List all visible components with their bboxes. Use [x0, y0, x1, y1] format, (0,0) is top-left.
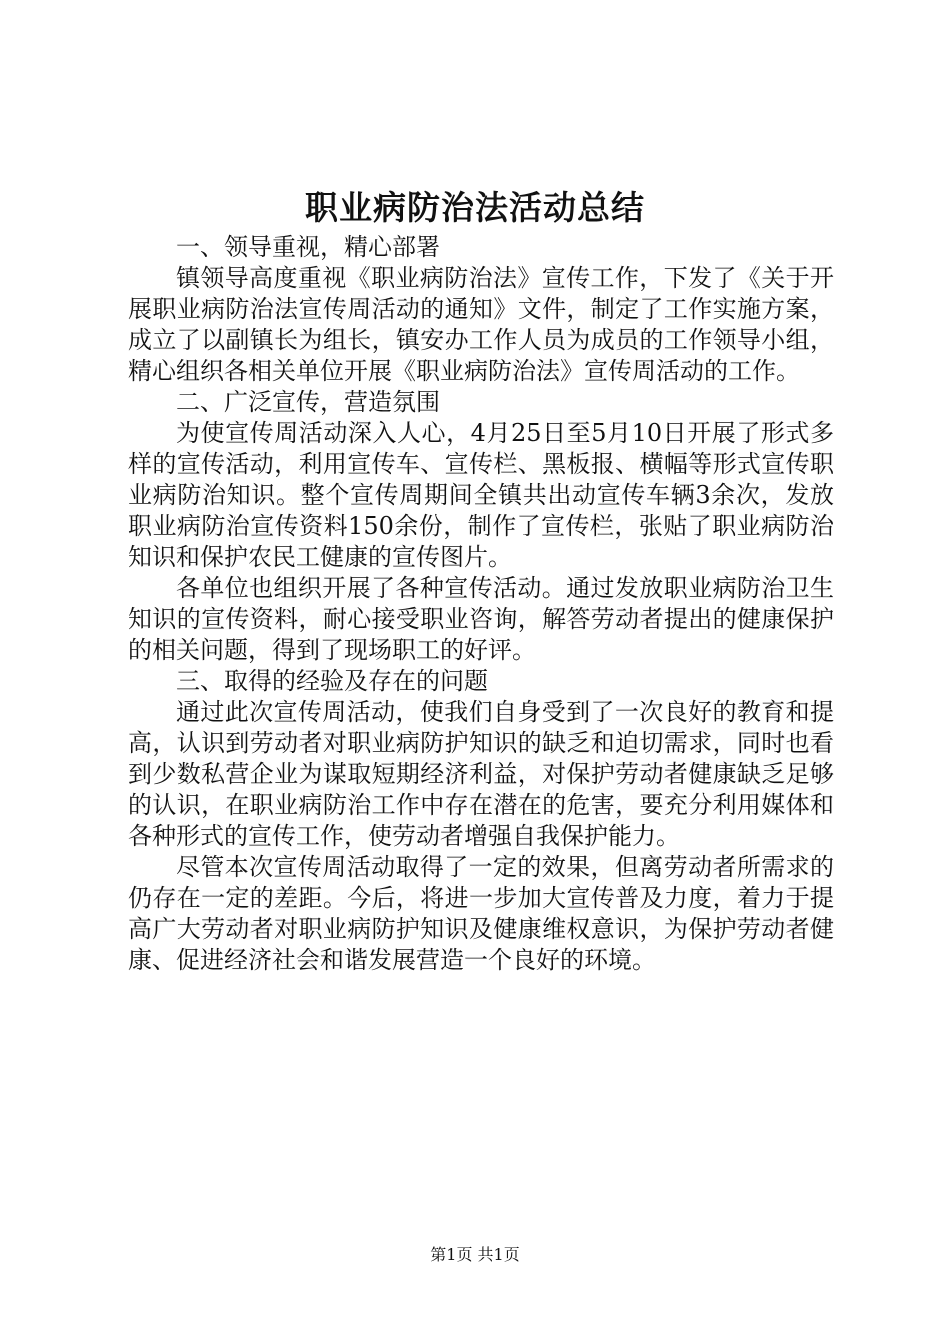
document-body	[128, 232, 834, 976]
paragraph-4: 通过此次宣传周活动，使我们自身受到了一次良好的教育和提高，认识到劳动者对职业病防护知识的缺乏和迫切需求，同时也看到少数私营企业为谋取短期经济利益，对保护劳动者健康缺乏足够的认识，在职业病防治工作中存在潜在的危害，要充分利用媒体和各种形式的宣传工作，使劳动者增强自我保护能力。	[128, 698, 834, 850]
document-title: 职业病防治法活动总结	[305, 188, 645, 227]
paragraph-2: 为使宣传周活动深入人心，4月25日至5月10日开展了形式多样的宣传活动，利用宣传车、宣传栏、黑板报、横幅等形式宣传职业病防治知识。整个宣传周期间全镇共出动宣传车辆3余次，发放职业病防治宣传资料150余份，制作了宣传栏，张贴了职业病防治知识和保护农民工健康的宣传图片。	[128, 419, 834, 571]
section-heading-1: 一、领导重视，精心部署	[176, 233, 440, 261]
paragraph-1: 镇领导高度重视《职业病防治法》宣传工作，下发了《关于开展职业病防治法宣传周活动的通知》文件，制定了工作实施方案，成立了以副镇长为组长，镇安办工作人员为成员的工作领导小组，精心组织各相关单位开展《职业病防治法》宣传周活动的工作。	[128, 264, 834, 385]
section-heading-3: 三、取得的经验及存在的问题	[176, 667, 488, 695]
page-footer: 第1页 共1页	[430, 1245, 520, 1264]
section-heading-2: 二、广泛宣传，营造氛围	[176, 388, 440, 416]
paragraph-5: 尽管本次宣传周活动取得了一定的效果，但离劳动者所需求的仍存在一定的差距。今后，将进一步加大宣传普及力度，着力于提高广大劳动者对职业病防护知识及健康维权意识，为保护劳动者健康、促进经济社会和谐发展营造一个良好的环境。	[128, 853, 834, 974]
paragraph-3: 各单位也组织开展了各种宣传活动。通过发放职业病防治卫生知识的宣传资料，耐心接受职业咨询，解答劳动者提出的健康保护的相关问题，得到了现场职工的好评。	[128, 574, 834, 664]
